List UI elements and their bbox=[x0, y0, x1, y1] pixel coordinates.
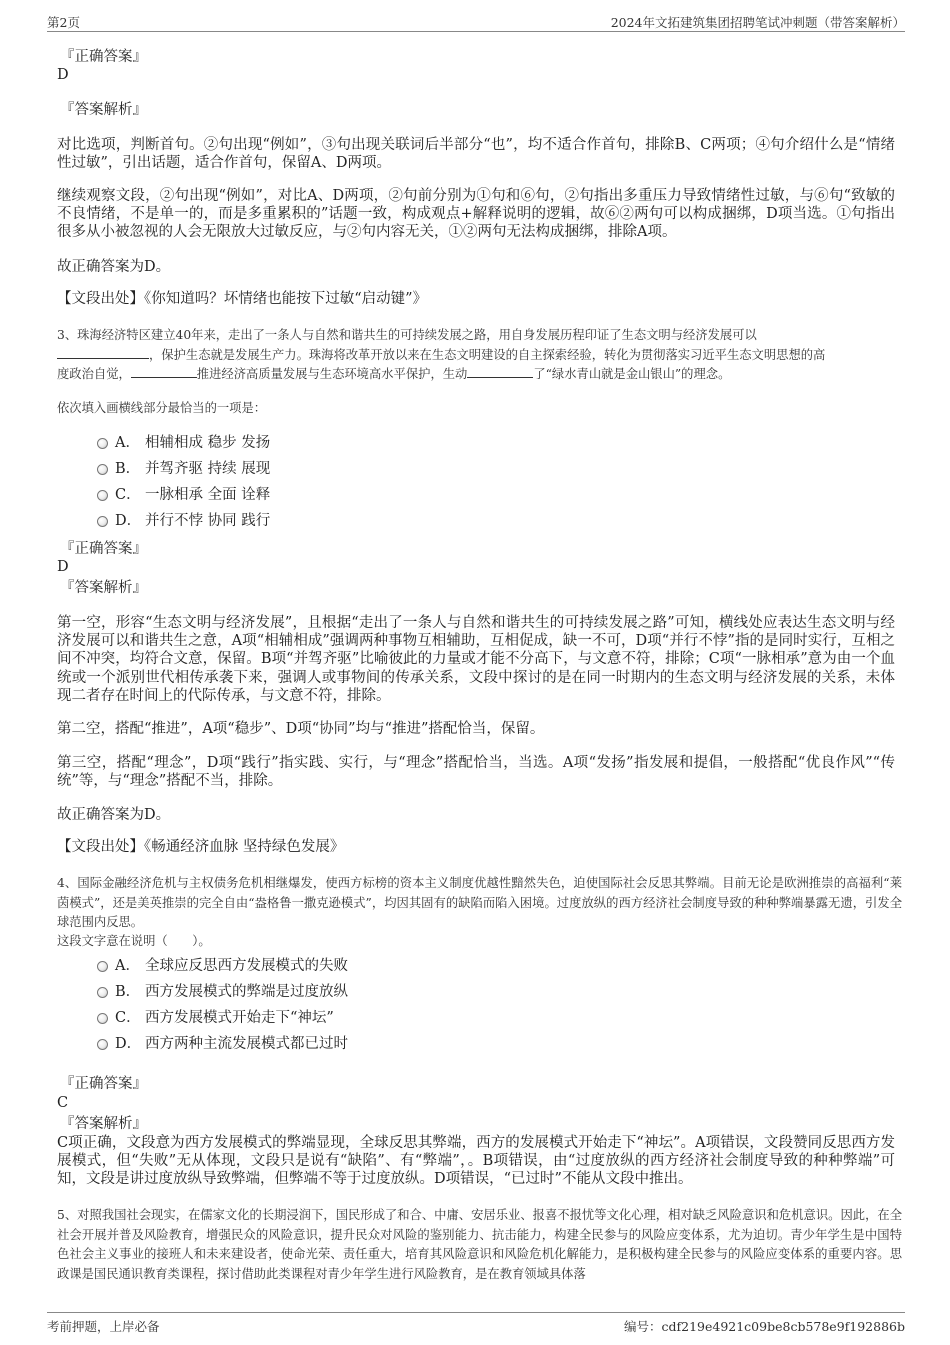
radio-icon[interactable] bbox=[97, 961, 108, 972]
q2-analysis-conclusion: 故正确答案为D。 bbox=[57, 259, 171, 275]
q3-blank-1 bbox=[57, 347, 149, 359]
radio-icon[interactable] bbox=[97, 1039, 108, 1050]
radio-icon[interactable] bbox=[97, 1013, 108, 1024]
analysis-label: 『答案解析』 bbox=[60, 1116, 147, 1132]
document-title: 2024年文拓建筑集团招聘笔试冲刺题（带答案解析） bbox=[610, 15, 905, 30]
page-footer bbox=[47, 1312, 905, 1336]
q2-answer: D bbox=[57, 67, 69, 83]
page-header bbox=[47, 12, 905, 32]
q3-analysis-para-1: 第一空，形容“生态文明与经济发展”，且根据“走出了一条人与自然和谐共生的可持续发展之路”可知，横线处应表达生态文明与经济发展可以和谐共生之意，A项“相辅相成”强调两种事物互相辅助，互相促成，缺一不可，D项“并行不悖”指的是同时实行，互相之间不冲突，均符合文意，保留。B项“并驾齐驱”比喻彼此的力量或才能不分高下，与文意不符，排除；C项“一脉相承”意为由一个血统或一个派别世代相传承袭下来，强调人或事物间的传承关系，文段中探讨的是在同一时期内的生态文明与经济发展的关系，未体现二者存在时间上的代际传承，与文意不符，排除。 bbox=[57, 615, 895, 704]
radio-icon[interactable] bbox=[97, 516, 108, 527]
q4-prompt: 这段文字意在说明（ ）。 bbox=[57, 934, 211, 948]
q3-analysis-conclusion: 故正确答案为D。 bbox=[57, 807, 171, 823]
q2-analysis-para-2: 继续观察文段，②句出现“例如”，对比A、D两项，②句前分别为①句和⑥句，②句指出多重压力导致情绪性过敏，与⑥句“致敏的不良情绪，不是单一的，而是多重累积的”话题一致，构成观点+解释说明的逻辑，故⑥②两句可以构成捆绑，D项当选。①句指出很多从小被忽视的人会无限放大过敏反应，与②句内容无关，①②两句无法构成捆绑，排除A项。 bbox=[57, 188, 895, 241]
q3-analysis-para-2: 第二空，搭配“推进”，A项“稳步”、D项“协同”均与“推进”搭配恰当，保留。 bbox=[57, 721, 545, 737]
radio-icon[interactable] bbox=[97, 464, 108, 475]
q3-source: 【文段出处】《畅通经济血脉 坚持绿色发展》 bbox=[57, 839, 345, 855]
analysis-label: 『答案解析』 bbox=[60, 102, 147, 118]
answer-label: 『正确答案』 bbox=[60, 49, 147, 65]
answer-label: 『正确答案』 bbox=[60, 541, 147, 557]
q5-stem: 5、对照我国社会现实，在儒家文化的长期浸润下，国民形成了和合、中庸、安居乐业、报喜不报忧等文化心理，相对缺乏风险意识和危机意识。因此，在全社会开展并普及风险教育，增强民众的风险意识，提升民众对风险的鉴别能力、抗击能力，构建全民参与的风险应变体系，尤为迫切。青少年学生是中国特色社会主义事业的接班人和未来建设者，使命光荣、责任重大，培育其风险意识和风险危机化解能力，是积极构建全民参与的风险应变体系的重要内容。思政课是国民通识教育类课程，探讨借助此类课程对青少年学生进行风险教育，是在教育领域具体落 bbox=[57, 1208, 902, 1281]
footer-slogan: 考前押题，上岸必备 bbox=[47, 1319, 160, 1334]
page-number: 第2页 bbox=[47, 15, 80, 30]
radio-icon[interactable] bbox=[97, 490, 108, 501]
answer-label: 『正确答案』 bbox=[60, 1076, 147, 1092]
q2-analysis-para-1: 对比选项，判断首句。②句出现“例如”，③句出现关联词后半部分“也”，均不适合作首句，排除B、C两项；④句介绍什么是“情绪性过敏”，引出话题，适合作首句，保留A、D两项。 bbox=[57, 137, 895, 172]
q2-source: 【文段出处】《你知道吗？坏情绪也能按下过敏“启动键”》 bbox=[57, 291, 428, 307]
q4-stem: 4、国际金融经济危机与主权债务危机相继爆发，使西方标榜的资本主义制度优越性黯然失色，迫使国际社会反思其弊端。目前无论是欧洲推崇的高福利“莱茵模式”，还是美英推崇的完全自由“盎格鲁一撒克逊模式”，均因其固有的缺陷而陷入困境。过度放纵的西方经济社会制度导致的种种弊端暴露无遗，引发全球范围内反思。 bbox=[57, 876, 902, 929]
footer-doc-id: 编号：cdf219e4921c09be8cb578e9f192886b bbox=[623, 1319, 905, 1334]
q3-blank-2 bbox=[131, 366, 197, 378]
q3-blank-3 bbox=[467, 366, 533, 378]
q3-analysis-para-3: 第三空，搭配“理念”，D项“践行”指实践、实行，与“理念”搭配恰当，当选。A项“发扬”指发展和提倡，一般搭配“优良作风”“传统”等，与“理念”搭配不当，排除。 bbox=[57, 755, 895, 790]
radio-icon[interactable] bbox=[97, 987, 108, 998]
q4-answer: C bbox=[57, 1095, 69, 1111]
q3-stem: 3、珠海经济特区建立40年来，走出了一条人与自然和谐共生的可持续发展之路，用自身发展历程印证了生态文明与经济发展可以 ，保护生态就是发展生产力。珠海将改革开放以来在生态文明建设的自主探索经验，转化为贯彻落实习近平生态文明思想的高 度政治自觉， 推进经济高质量发展与生态环境高水平保护，生动 了“绿水青山就是金山银山”的理念。 bbox=[57, 328, 826, 381]
radio-icon[interactable] bbox=[97, 438, 108, 449]
q4-analysis: C项正确，文段意为西方发展模式的弊端显现，全球反思其弊端，西方的发展模式开始走下“神坛”。A项错误，文段赞同反思西方发展模式，但“失败”无从体现，文段只是说有“缺陷”、有“弊端”，。B项错误，由“过度放纵的西方经济社会制度导致的种种弊端”可知，文段是讲过度放纵导致弊端，但弊端不等于过度放纵。D项错误，“已过时”不能从文段中推出。 bbox=[57, 1135, 895, 1188]
q3-answer: D bbox=[57, 559, 69, 575]
analysis-label: 『答案解析』 bbox=[60, 580, 147, 596]
q3-prompt: 依次填入画横线部分最恰当的一项是： bbox=[57, 401, 267, 415]
